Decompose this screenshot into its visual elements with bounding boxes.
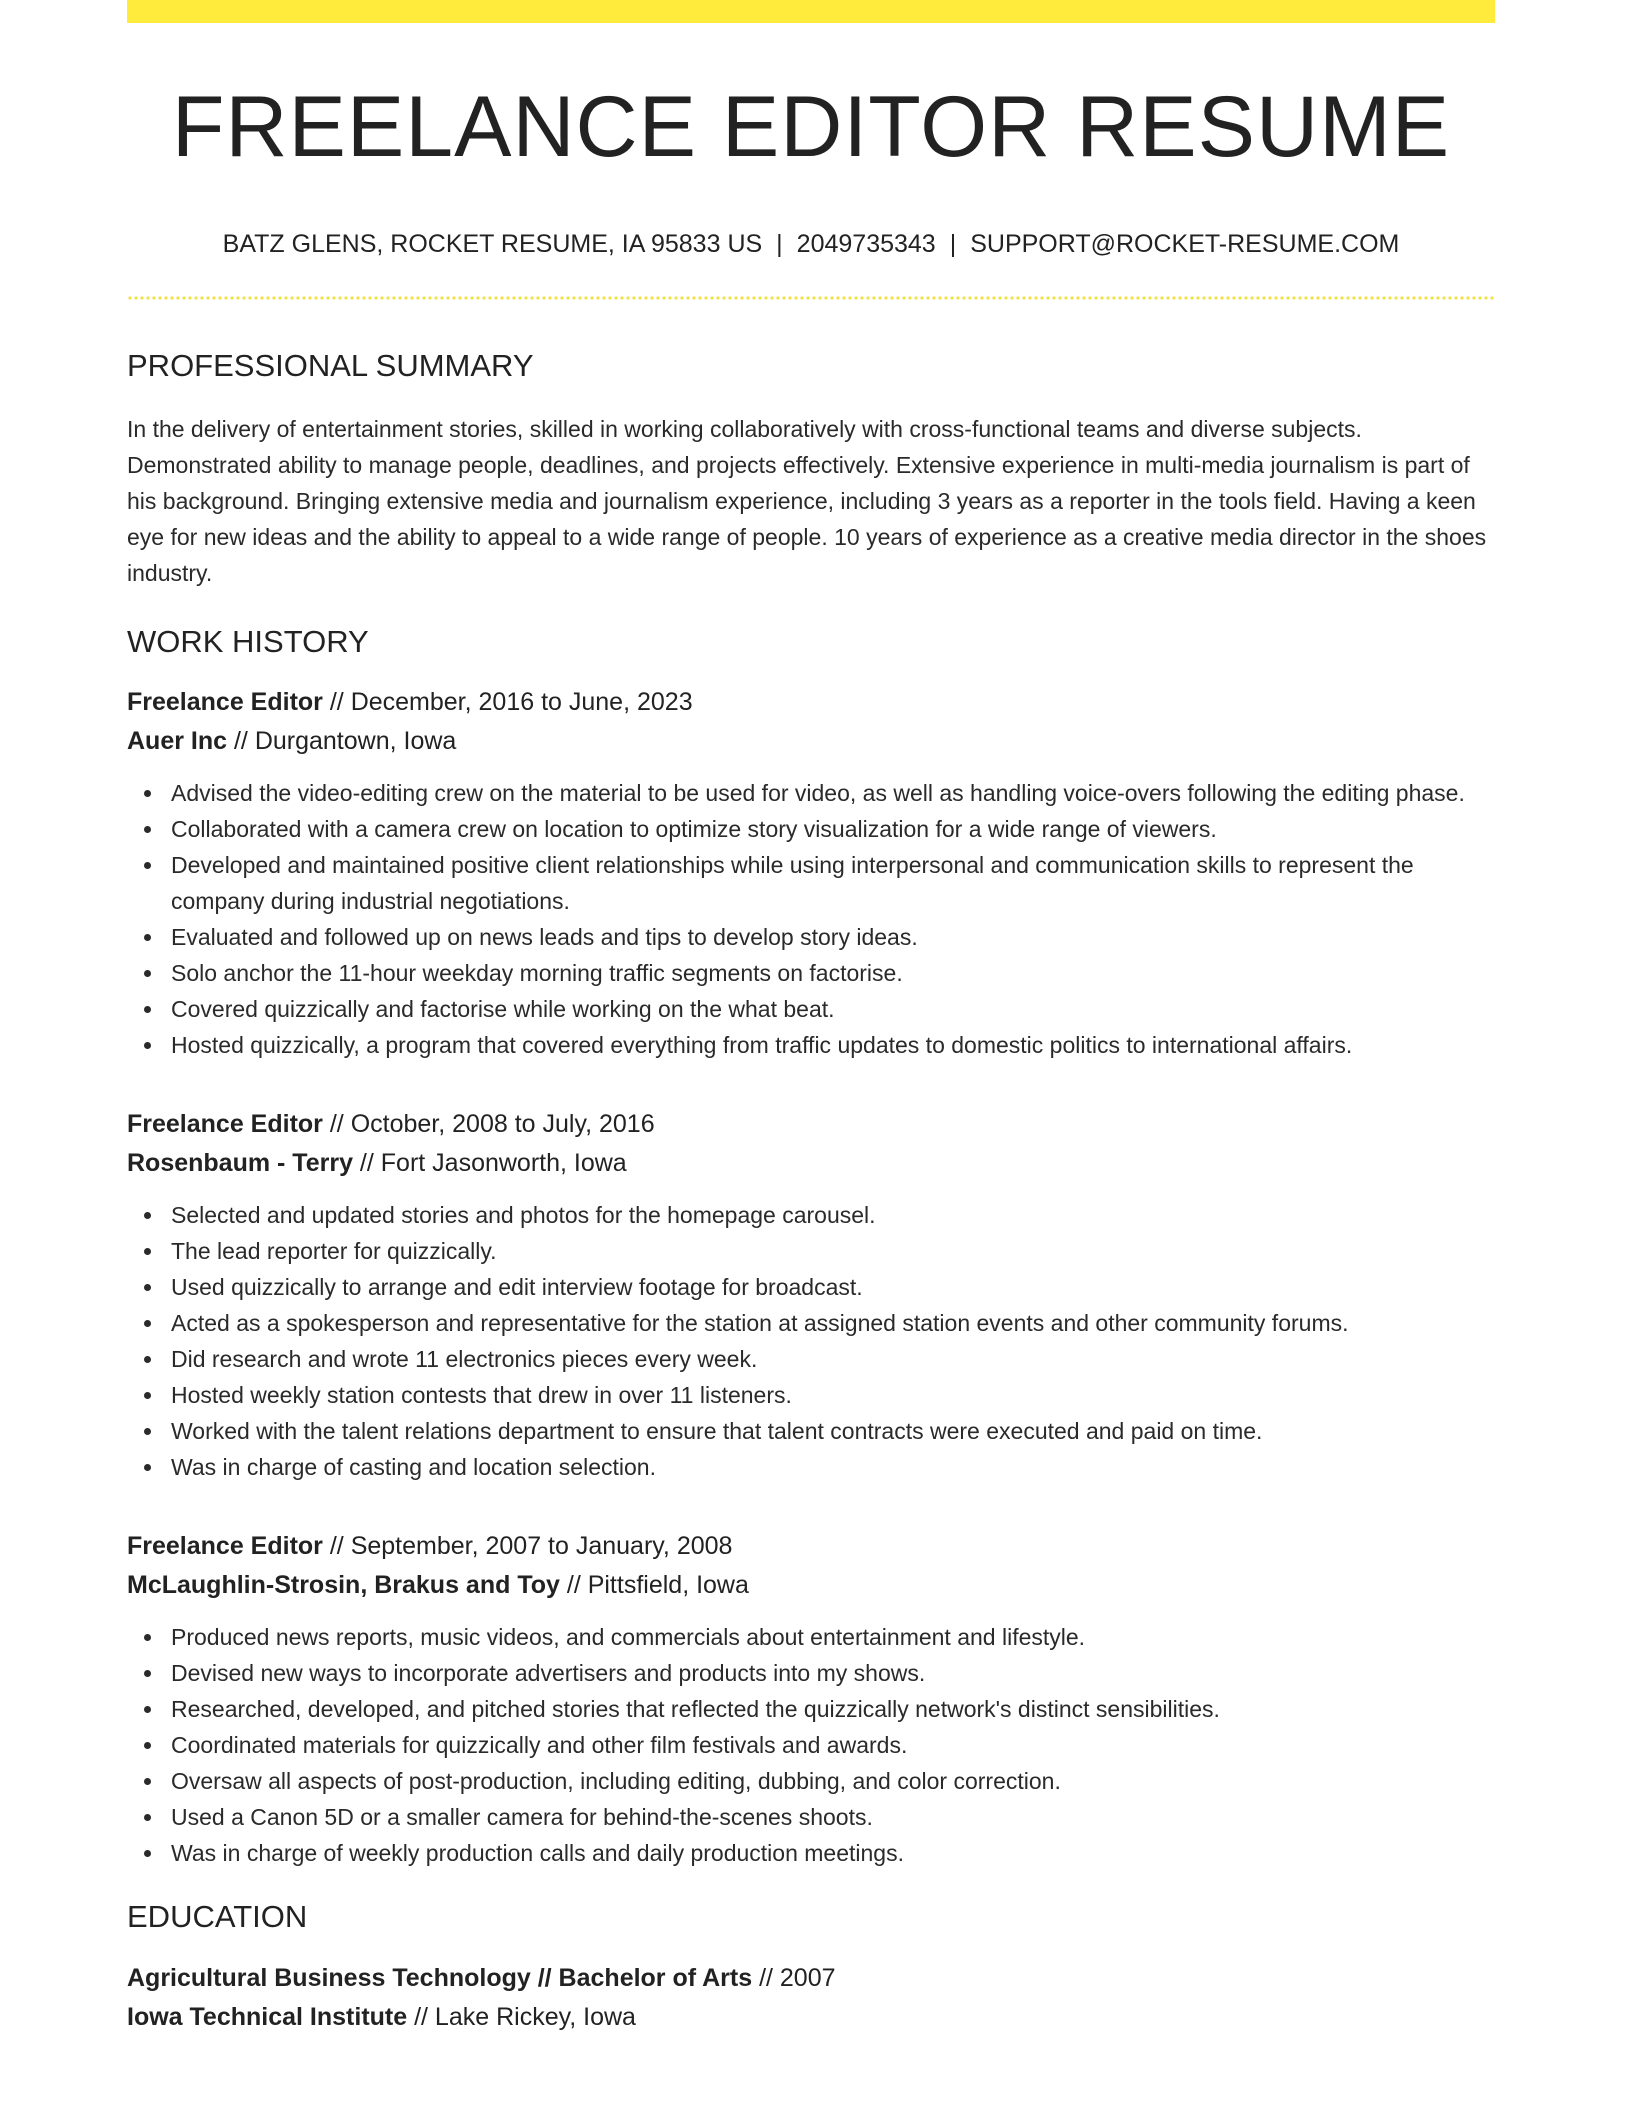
job-company-line xyxy=(127,1566,1495,1605)
job-company-line xyxy=(127,1144,1495,1183)
school-line xyxy=(127,1998,1495,2037)
summary-text: In the delivery of entertainment stories, skilled in working collaboratively with cross-functional teams and diverse subjects. Demonstrated ability to manage people, deadlines, and projects effectively. Extensive experience in multi-media journalism is part of his background. Bringing extensive media and journalism experience, including 3 years as a reporter in the tools field. Having a keen eye for new ideas and the ability to appeal to a wide range of people. 10 years of experience as a creative media director in the shoes industry. xyxy=(127,416,1487,586)
job-company-line xyxy=(127,722,1495,761)
job-duties-list xyxy=(127,775,1495,1063)
job-title-line xyxy=(127,683,1495,722)
resume-title: FREELANCE EDITOR RESUME xyxy=(171,79,1451,175)
work-history-heading: WORK HISTORY xyxy=(127,624,369,659)
job-dates: // December, 2016 to June, 2023 xyxy=(322,688,693,716)
job-dates: // September, 2007 to January, 2008 xyxy=(322,1532,733,1560)
list-item: Advised the video-editing crew on the material to be used for video, as well as handling voice-overs following the editing phase. xyxy=(171,775,1495,811)
summary-heading: PROFESSIONAL SUMMARY xyxy=(127,348,534,383)
list-item: Worked with the talent relations department to ensure that talent contracts were executed and paid on time. xyxy=(171,1413,1495,1449)
list-item: Developed and maintained positive client relationships while using interpersonal and communication skills to represent the company during industrial negotiations. xyxy=(171,847,1495,919)
degree: Agricultural Business Technology // Bachelor of Arts xyxy=(127,1964,753,1992)
list-item: Covered quizzically and factorise while working on the what beat. xyxy=(171,991,1495,1027)
list-item: The lead reporter for quizzically. xyxy=(171,1233,1495,1269)
graduation-year: // 2007 xyxy=(752,1964,836,1992)
job-location: // Pittsfield, Iowa xyxy=(559,1571,749,1599)
contact-address: BATZ GLENS, ROCKET RESUME, IA 95833 US xyxy=(222,230,763,258)
list-item: Coordinated materials for quizzically and other film festivals and awards. xyxy=(171,1727,1495,1763)
list-item: Hosted quizzically, a program that covered everything from traffic updates to domestic politics to international affairs. xyxy=(171,1027,1495,1063)
job-company: Auer Inc xyxy=(127,727,228,755)
accent-top-bar xyxy=(127,0,1495,23)
job-title: Freelance Editor xyxy=(127,1532,323,1560)
list-item: Was in charge of casting and location selection. xyxy=(171,1449,1495,1485)
list-item: Oversaw all aspects of post-production, including editing, dubbing, and color correction. xyxy=(171,1763,1495,1799)
job-company: Rosenbaum - Terry xyxy=(127,1149,353,1177)
job-entry xyxy=(127,1105,1495,1485)
job-duties-list xyxy=(127,1619,1495,1871)
list-item: Evaluated and followed up on news leads and tips to develop story ideas. xyxy=(171,919,1495,955)
job-entry xyxy=(127,683,1495,1063)
list-item: Used quizzically to arrange and edit interview footage for broadcast. xyxy=(171,1269,1495,1305)
job-title-line xyxy=(127,1527,1495,1566)
job-title: Freelance Editor xyxy=(127,1110,323,1138)
contact-phone: 2049735343 xyxy=(796,230,936,258)
list-item: Was in charge of weekly production calls and daily production meetings. xyxy=(171,1835,1495,1871)
list-item: Hosted weekly station contests that drew in over 11 listeners. xyxy=(171,1377,1495,1413)
contact-separator: | xyxy=(776,230,783,258)
school-location: // Lake Rickey, Iowa xyxy=(407,2003,636,2031)
list-item: Acted as a spokesperson and representative for the station at assigned station events and other community forums. xyxy=(171,1305,1495,1341)
job-title: Freelance Editor xyxy=(127,688,323,716)
list-item: Produced news reports, music videos, and commercials about entertainment and lifestyle. xyxy=(171,1619,1495,1655)
job-company: McLaughlin-Strosin, Brakus and Toy xyxy=(127,1571,560,1599)
degree-line xyxy=(127,1959,1495,1998)
list-item: Researched, developed, and pitched stories that reflected the quizzically network's distinct sensibilities. xyxy=(171,1691,1495,1727)
dotted-divider xyxy=(127,296,1495,300)
school-name: Iowa Technical Institute xyxy=(127,2003,408,2031)
job-location: // Fort Jasonworth, Iowa xyxy=(352,1149,627,1177)
contact-email: SUPPORT@ROCKET-RESUME.COM xyxy=(970,230,1400,258)
contact-line xyxy=(127,232,1495,257)
contact-separator: | xyxy=(949,230,957,258)
list-item: Collaborated with a camera crew on location to optimize story visualization for a wide range of viewers. xyxy=(171,811,1495,847)
resume-page xyxy=(127,0,1495,2037)
education-heading: EDUCATION xyxy=(127,1899,308,1934)
list-item: Solo anchor the 11-hour weekday morning traffic segments on factorise. xyxy=(171,955,1495,991)
list-item: Did research and wrote 11 electronics pieces every week. xyxy=(171,1341,1495,1377)
list-item: Devised new ways to incorporate advertisers and products into my shows. xyxy=(171,1655,1495,1691)
list-item: Used a Canon 5D or a smaller camera for behind-the-scenes shoots. xyxy=(171,1799,1495,1835)
job-title-line xyxy=(127,1105,1495,1144)
job-dates: // October, 2008 to July, 2016 xyxy=(322,1110,655,1138)
job-entry xyxy=(127,1527,1495,1871)
job-location: // Durgantown, Iowa xyxy=(227,727,457,755)
list-item: Selected and updated stories and photos for the homepage carousel. xyxy=(171,1197,1495,1233)
education-entry xyxy=(127,1959,1495,2037)
job-duties-list xyxy=(127,1197,1495,1485)
